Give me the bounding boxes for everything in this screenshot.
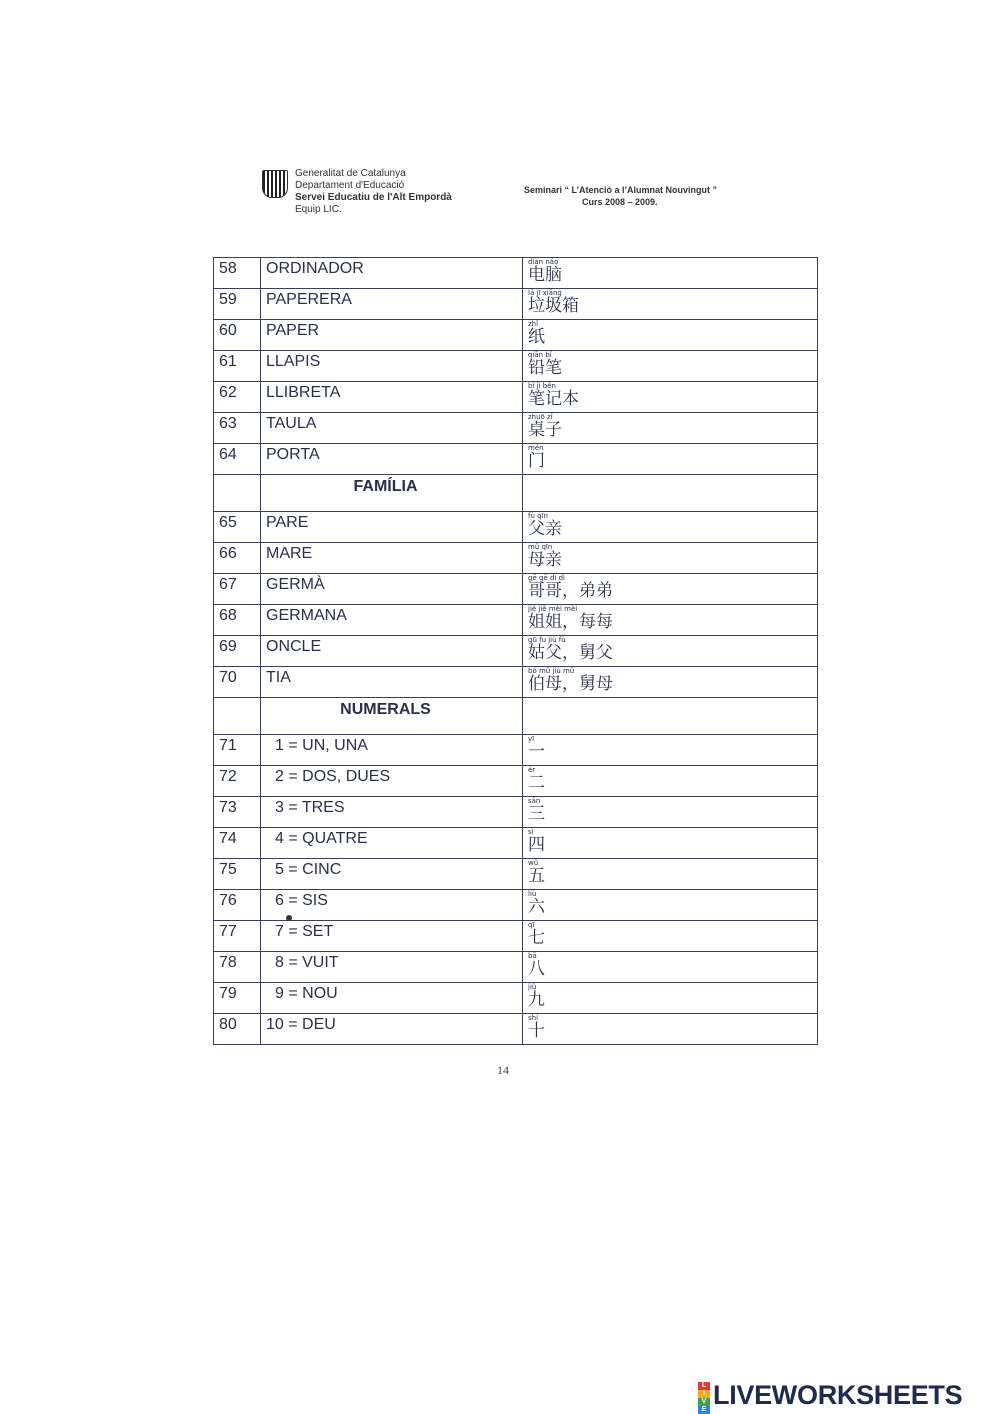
number-cell [214,351,261,382]
catalan-word: PAPERERA [266,291,352,308]
row-number: 73 [219,799,237,816]
chinese-entry [523,890,817,916]
chinese-cell [523,289,818,320]
hanzi: 母亲 [528,550,562,570]
chinese-cell [523,766,818,797]
chinese-cell [523,320,818,351]
chinese-cell [523,735,818,766]
row-number: 74 [219,830,237,847]
hanzi: 六 [528,897,545,917]
pinyin: bó mǔ jiù mǔ [528,667,575,675]
section-title-cell [261,698,523,735]
row-number: 71 [219,737,237,754]
number-cell [214,952,261,983]
table-row [214,983,818,1014]
row-number: 69 [219,638,237,655]
table-row [214,952,818,983]
hanzi: 九 [528,990,545,1010]
number-cell [214,859,261,890]
number-cell [214,890,261,921]
chinese-entry [523,952,817,978]
word-cell [261,766,523,797]
word-cell [261,952,523,983]
hanzi: 纸 [528,327,545,347]
table-row [214,413,818,444]
table-row [214,512,818,543]
chinese-cell [523,258,818,289]
hanzi: 电脑 [528,265,562,285]
section-zh-cell [523,475,818,512]
number-cell [214,574,261,605]
pinyin: wǔ [528,859,539,867]
hanzi: 十 [528,1021,545,1041]
course-year: Curs 2008 – 2009. [582,197,658,207]
vocabulary-table [213,257,818,1045]
pinyin: shí [528,1014,539,1022]
chinese-cell [523,636,818,667]
hanzi: 七 [528,928,545,948]
chinese-entry [523,921,817,947]
hanzi: 四 [528,835,545,855]
word-cell [261,444,523,475]
chinese-cell [523,890,818,921]
badge-letter: I [698,1390,710,1398]
word-cell [261,512,523,543]
row-number: 72 [219,768,237,785]
section-row [214,475,818,512]
chinese-cell [523,512,818,543]
chinese-entry [523,289,817,315]
word-cell [261,859,523,890]
number-cell [214,543,261,574]
word-cell [261,983,523,1014]
chinese-entry [523,512,817,538]
row-number: 63 [219,415,237,432]
table-row [214,444,818,475]
table-row [214,351,818,382]
hanzi: 姑父，舅父 [528,643,613,663]
catalan-word: GERMÀ [266,576,325,593]
chinese-entry [523,574,817,600]
number-cell [214,413,261,444]
catalan-word: ONCLE [266,638,322,655]
pinyin: mǔ qīn [528,543,553,551]
word-cell [261,797,523,828]
pinyin: fù qīn [528,512,548,520]
catalan-word: PARE [266,514,309,531]
pinyin: lā jī xiāng [528,289,562,297]
table-row [214,828,818,859]
catalan-word: 10 = DEU [266,1016,336,1033]
number-cell [214,667,261,698]
section-row [214,698,818,735]
word-cell [261,382,523,413]
word-cell [261,258,523,289]
table-row [214,605,818,636]
word-cell [261,735,523,766]
word-cell [261,667,523,698]
hanzi: 一 [528,742,545,762]
chinese-cell [523,413,818,444]
word-cell [261,320,523,351]
row-number: 61 [219,353,237,370]
chinese-entry [523,828,817,854]
hanzi: 伯母，舅母 [528,674,613,694]
table-row [214,735,818,766]
number-cell [214,289,261,320]
table-row [214,636,818,667]
catalan-word: 7 = SET [275,923,334,940]
seminar-block [524,184,717,208]
word-cell [261,413,523,444]
chinese-entry [523,605,817,631]
word-cell [261,828,523,859]
section-title-cell [261,475,523,512]
row-number: 76 [219,892,237,909]
chinese-entry [523,983,817,1009]
number-cell [214,983,261,1014]
pinyin: yī [528,735,535,743]
table-row [214,320,818,351]
chinese-cell [523,983,818,1014]
catalan-word: 2 = DOS, DUES [275,768,391,785]
word-cell [261,543,523,574]
chinese-entry [523,543,817,569]
table-row [214,859,818,890]
chinese-cell [523,828,818,859]
document-header [262,168,782,228]
pinyin: gū fu jiù fù [528,636,566,644]
chinese-entry [523,667,817,693]
page-number: 14 [497,1063,509,1077]
number-cell [214,320,261,351]
number-cell [214,1014,261,1045]
pinyin: mén [528,444,544,452]
hanzi: 垃圾箱 [528,296,579,316]
word-cell [261,574,523,605]
table-row [214,766,818,797]
institution-line: Departament d'Educació [295,180,405,191]
chinese-cell [523,921,818,952]
seminar-title: Seminari “ L’Atenció a l’Alumnat Nouvingut ” [524,185,718,195]
chinese-cell [523,444,818,475]
hanzi: 父亲 [528,519,562,539]
word-cell [261,921,523,952]
badge-letter: V [698,1398,710,1406]
institution-line: Equip LIC. [295,204,342,215]
pinyin: liù [528,890,537,898]
row-number: 75 [219,861,237,878]
hanzi: 二 [528,773,545,793]
chinese-entry [523,735,817,761]
pinyin: qī [528,921,535,929]
number-cell [214,636,261,667]
word-cell [261,605,523,636]
row-number: 62 [219,384,237,401]
pinyin: zhuō zǐ [528,413,553,421]
catalan-word: ORDINADOR [266,260,364,277]
row-number: 68 [219,607,237,624]
section-title: FAMÍLIA [353,478,418,495]
table-row [214,382,818,413]
table-row [214,667,818,698]
hanzi: 五 [528,866,545,886]
chinese-cell [523,859,818,890]
table-row [214,574,818,605]
table-row [214,797,818,828]
generalitat-crest-icon [262,170,288,198]
row-number: 65 [219,514,237,531]
institution-line: Generalitat de Catalunya [295,168,406,179]
catalan-word: LLAPIS [266,353,321,370]
number-cell [214,797,261,828]
catalan-word: 3 = TRES [275,799,345,816]
chinese-cell [523,574,818,605]
hanzi: 哥哥，弟弟 [528,581,613,601]
chinese-cell [523,667,818,698]
chinese-cell [523,351,818,382]
pinyin: zhǐ [528,320,539,328]
liveworksheets-watermark [698,1379,963,1413]
hanzi: 铅笔 [528,358,562,378]
pinyin: jiǔ [528,983,537,991]
number-cell [214,921,261,952]
catalan-word: 6 = SIS [275,892,328,909]
number-cell [214,605,261,636]
number-cell [214,828,261,859]
institution-block [295,168,452,216]
row-number: 59 [219,291,237,308]
table-row [214,890,818,921]
chinese-entry [523,258,817,284]
ink-dot [286,915,292,921]
catalan-word: 9 = NOU [275,985,338,1002]
number-cell [214,382,261,413]
table-row [214,1014,818,1045]
row-number: 77 [219,923,237,940]
chinese-entry [523,382,817,408]
number-cell [214,735,261,766]
word-cell [261,289,523,320]
row-number: 58 [219,260,237,277]
chinese-entry [523,320,817,346]
chinese-entry [523,766,817,792]
word-cell [261,351,523,382]
catalan-word: 4 = QUATRE [275,830,368,847]
number-cell [214,258,261,289]
section-zh-cell [523,698,818,735]
pinyin: bǐ jì běn [528,382,556,390]
chinese-cell [523,797,818,828]
pinyin: jiě jiě mèi mèi [528,605,578,613]
hanzi: 桌子 [528,420,562,440]
badge-letter: L [698,1382,710,1390]
chinese-entry [523,797,817,823]
row-number: 66 [219,545,237,562]
catalan-word: GERMANA [266,607,347,624]
section-title: NUMERALS [340,701,431,718]
word-cell [261,1014,523,1045]
catalan-word: PORTA [266,446,320,463]
pinyin: sì [528,828,534,836]
catalan-word: TIA [266,669,291,686]
chinese-cell [523,543,818,574]
word-cell [261,890,523,921]
badge-letter: E [698,1406,710,1414]
chinese-cell [523,952,818,983]
number-cell [214,512,261,543]
institution-line: Servei Educatiu de l'Alt Empordà [295,192,452,203]
row-number: 67 [219,576,237,593]
chinese-entry [523,413,817,439]
word-cell [261,636,523,667]
hanzi: 姐姐，每每 [528,612,613,632]
number-cell [214,444,261,475]
table-row [214,921,818,952]
chinese-entry [523,444,817,470]
catalan-word: TAULA [266,415,317,432]
row-number: 60 [219,322,237,339]
chinese-entry [523,1014,817,1040]
table-row [214,258,818,289]
hanzi: 笔记本 [528,389,579,409]
number-cell [214,766,261,797]
vocabulary-table-body [214,258,818,1045]
chinese-cell [523,1014,818,1045]
catalan-word: PAPER [266,322,320,339]
row-number: 79 [219,985,237,1002]
liveworksheets-badge-icon [698,1382,710,1413]
catalan-word: 5 = CINC [275,861,342,878]
pinyin: diàn nǎo [528,258,559,266]
row-number: 80 [219,1016,237,1033]
chinese-cell [523,605,818,636]
chinese-entry [523,351,817,377]
chinese-cell [523,382,818,413]
row-number: 78 [219,954,237,971]
pinyin: bā [528,952,537,960]
chinese-entry [523,636,817,662]
catalan-word: LLIBRETA [266,384,341,401]
catalan-word: 1 = UN, UNA [275,737,368,754]
table-row [214,289,818,320]
pinyin: gē gē dì dì [528,574,565,582]
chinese-entry [523,859,817,885]
pinyin: sān [528,797,541,805]
pinyin: qiān bǐ [528,351,552,359]
row-number: 64 [219,446,237,463]
row-number: 70 [219,669,237,686]
pinyin: èr [528,766,536,774]
catalan-word: 8 = VUIT [275,954,339,971]
catalan-word: MARE [266,545,313,562]
liveworksheets-wordmark: LIVEWORKSHEETS [713,1379,963,1410]
table-row [214,543,818,574]
hanzi: 八 [528,959,545,979]
hanzi: 门 [528,451,545,471]
hanzi: 三 [528,804,545,824]
